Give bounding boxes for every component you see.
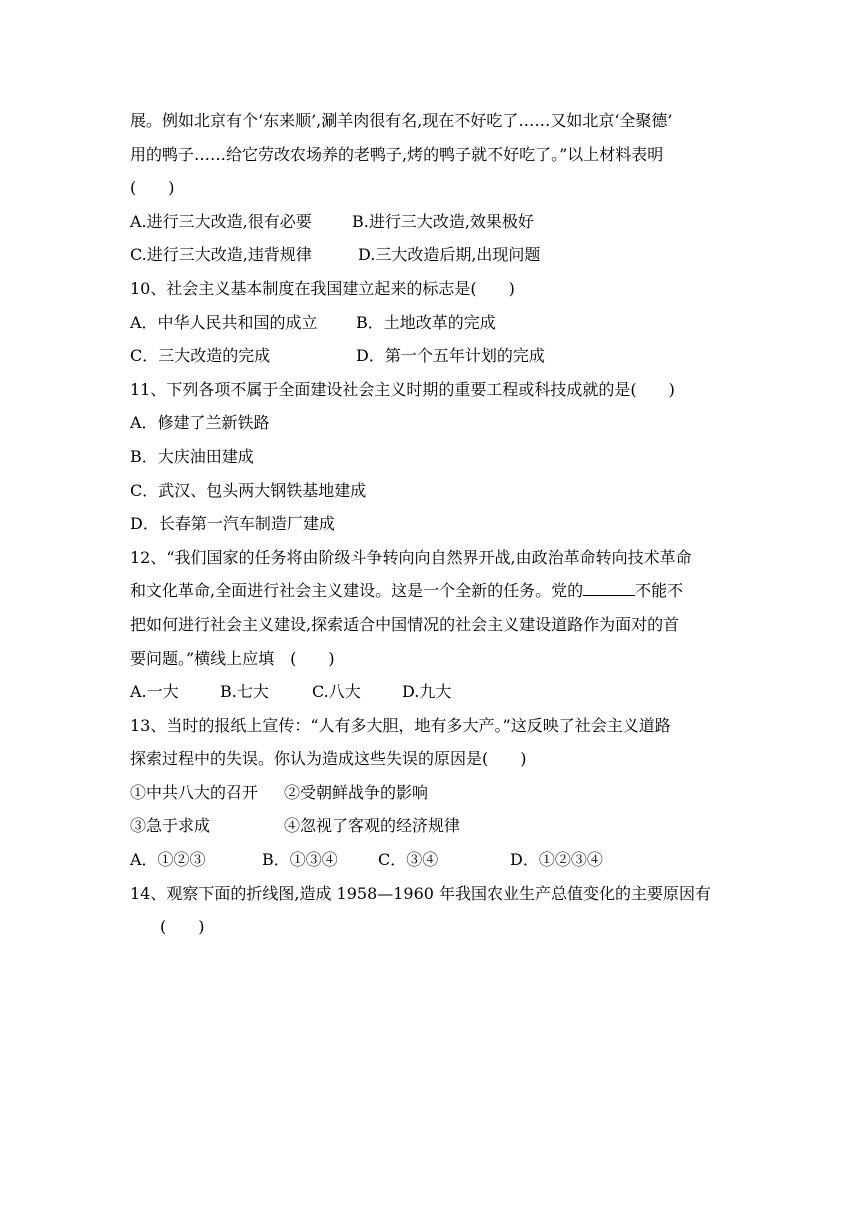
q10-stem: 10、社会主义基本制度在我国建立起来的标志是( ) [130, 278, 515, 298]
q13-option-a: A．①②③ [130, 850, 206, 870]
q12-text-line-2 [130, 574, 735, 608]
q12-options-row [130, 675, 735, 709]
q13-item-3: ③急于求成 [130, 816, 211, 836]
q12-text-after-blank: 不能不 [635, 581, 684, 601]
q9-option-c: C.进行三大改造,违背规律 [130, 245, 312, 265]
q9-option-a: A.进行三大改造,很有必要 [130, 211, 312, 231]
q10-option-a: A．中华人民共和国的成立 [130, 312, 318, 332]
q12-option-c: C.八大 [312, 682, 361, 702]
q13-options-row [130, 843, 735, 877]
q12-text-line-4: 要问题。”横线上应填 ( ) [130, 648, 335, 668]
q12-option-b: B.七大 [220, 682, 269, 702]
q9-options-row-2 [130, 238, 735, 272]
q13-items-row-2 [130, 809, 735, 843]
q10-options-row-2 [130, 339, 735, 373]
q9-text-line-1: 展。例如北京有个‘东来顺’,涮羊肉很有名,现在不好吃了……又如北京‘全聚德’ [130, 111, 673, 130]
exam-page [130, 104, 735, 944]
q10-options-row-1 [130, 306, 735, 340]
q13-option-c: C．③④ [378, 850, 439, 870]
q13-item-2: ②受朝鲜战争的影响 [284, 782, 429, 802]
q12-option-d: D.九大 [402, 682, 452, 702]
q12-option-a: A.一大 [130, 682, 179, 702]
q11-option-a: A．修建了兰新铁路 [130, 413, 270, 433]
q13-items-row-1 [130, 776, 735, 810]
q13-item-4: ④忽视了客观的经济规律 [284, 816, 461, 836]
q11-option-c: C．武汉、包头两大钢铁基地建成 [130, 480, 367, 500]
q9-text-line-2: 用的鸭子……给它劳改农场养的老鸭子,烤的鸭子就不好吃了。”以上材料表明 [130, 144, 664, 164]
q10-option-b: B．土地改革的完成 [356, 312, 496, 332]
q9-option-b: B.进行三大改造,效果极好 [352, 211, 534, 231]
q9-options-row-1 [130, 205, 735, 239]
q14-answer-paren: ( ) [160, 917, 205, 937]
q10-option-d: D．第一个五年计划的完成 [356, 346, 545, 366]
q9-answer-paren: ( ) [130, 178, 175, 198]
q11-option-b: B．大庆油田建成 [130, 446, 254, 466]
q13-text-line-1: 13、当时的报纸上宣传：“人有多大胆，地有多大产。”这反映了社会主义道路 [130, 715, 671, 735]
q12-text-line-3: 把如何进行社会主义建设,探索适合中国情况的社会主义建设道路作为面对的首 [130, 614, 680, 634]
q11-stem: 11、下列各项不属于全面建设社会主义时期的重要工程或科技成就的是( ) [130, 379, 675, 399]
q13-option-b: B．①③④ [262, 850, 338, 870]
q13-item-1: ①中共八大的召开 [130, 782, 259, 802]
q10-option-c: C．三大改造的完成 [130, 346, 271, 366]
q13-option-d: D．①②③④ [510, 850, 603, 870]
q12-text-before-blank: 和文化革命,全面进行社会主义建设。这是一个全新的任务。党的 [130, 581, 584, 601]
q12-fill-blank [583, 577, 635, 596]
q11-option-d: D．长春第一汽车制造厂建成 [130, 514, 335, 534]
q9-option-d: D.三大改造后期,出现问题 [358, 245, 541, 265]
q12-text-line-1: 12、“我们国家的任务将由阶级斗争转向向自然界开战,由政治革命转向技术革命 [130, 547, 692, 567]
q14-stem: 14、观察下面的折线图,造成 1958—1960 年我国农业生产总值变化的主要原因有 [130, 883, 712, 903]
q13-text-line-2: 探索过程中的失误。你认为造成这些失误的原因是( ) [130, 749, 527, 769]
